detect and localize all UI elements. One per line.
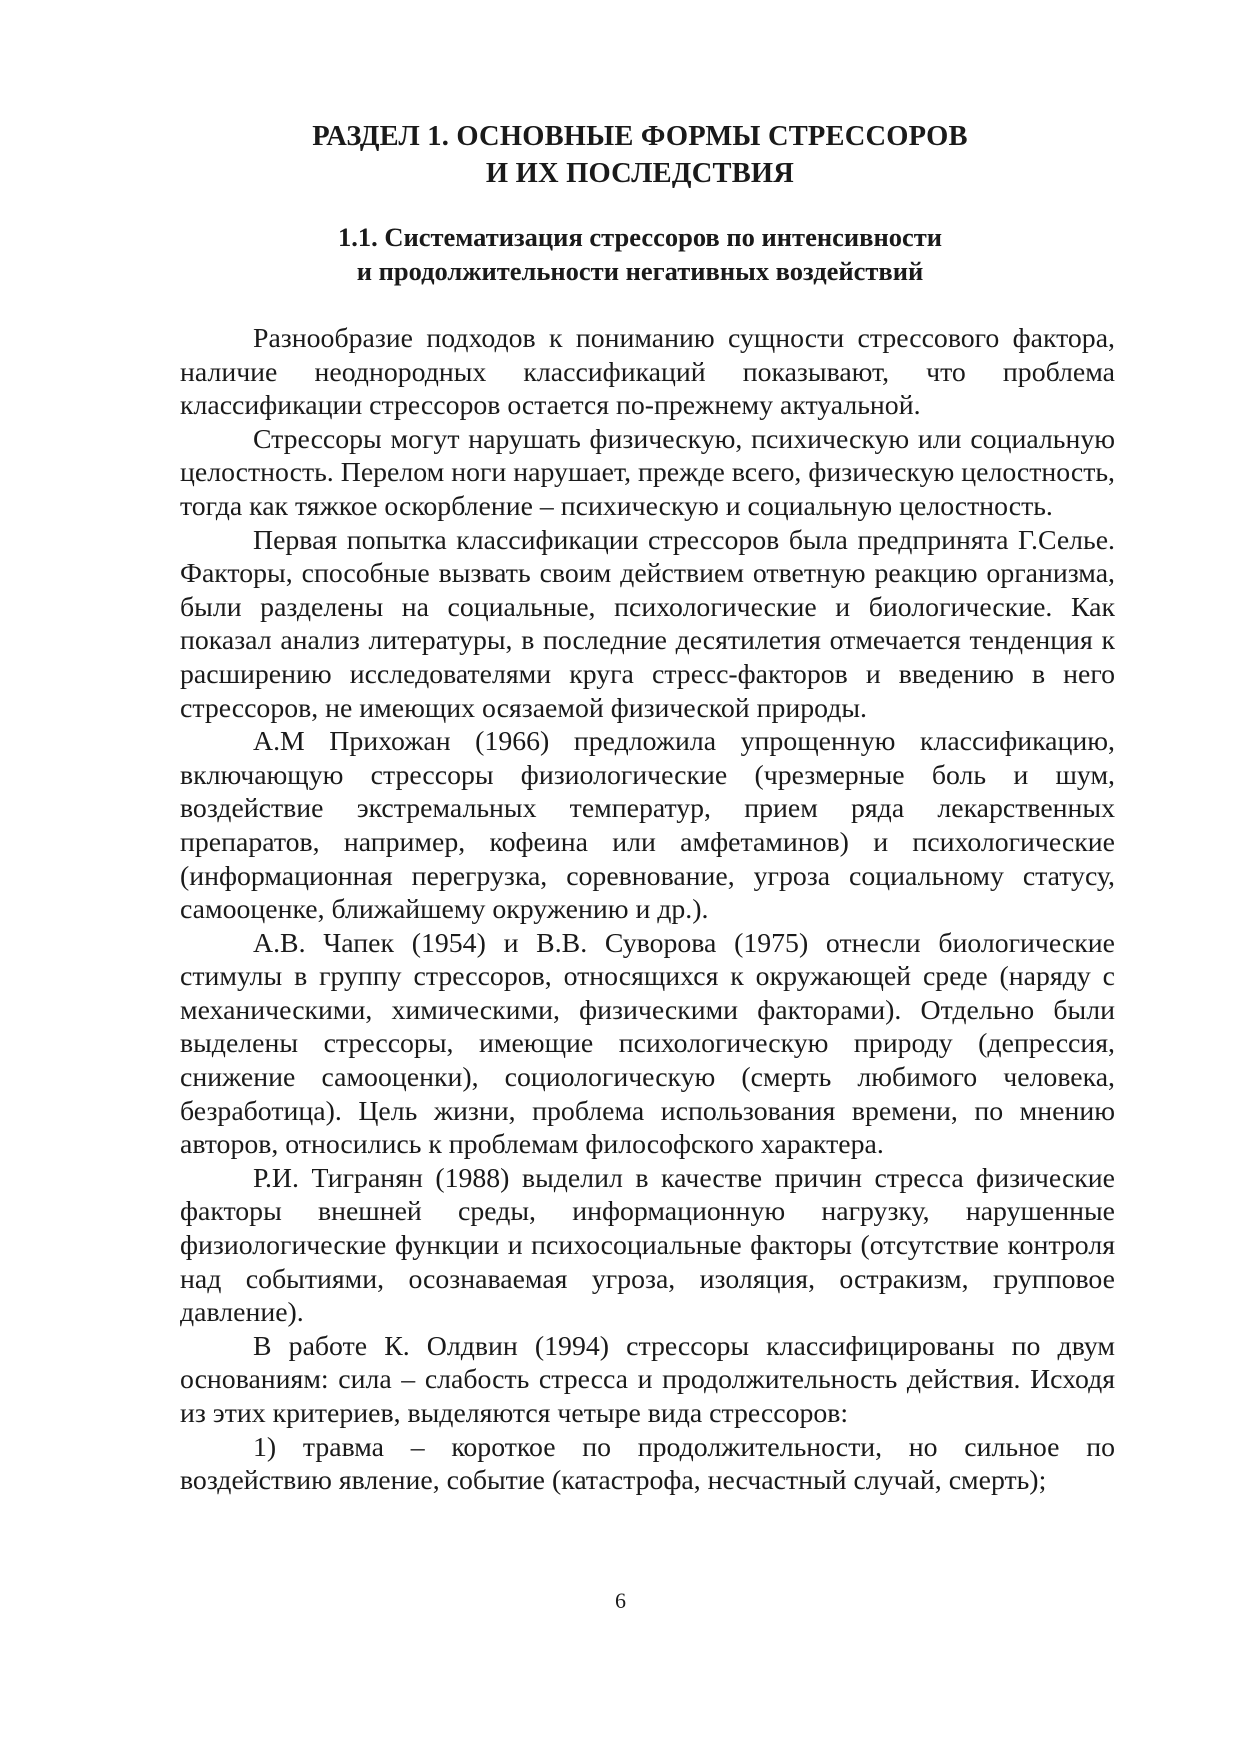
paragraph-8: 1) травма – короткое по продолжительности, но сильное по воздействию явление, событие (катастрофа, несчастный случай, смерть);	[180, 1431, 1115, 1497]
paragraph-4: А.М Прихожан (1966) предложила упрощенную классификацию, включающую стрессоры физиологические (чрезмерные боль и шум, воздействие экстремальных температур, прием ряда лекарственных препаратов, например, кофеина или амфетаминов) и психологические (информационная перегрузка, соревнование, угроза социальному статусу, самооценке, ближайшему окружению и др.).	[180, 726, 1115, 926]
subsection-title-line-2: и продолжительности негативных воздействий	[356, 256, 924, 286]
subsection-title-line-1: 1.1. Систематизация стрессоров по интенсивности	[337, 222, 943, 252]
paragraph-6: Р.И. Тигранян (1988) выделил в качестве причин стресса физические факторы внешней среды, информационную нагрузку, нарушенные физиологические функции и психосоциальные факторы (отсутствие контроля над событиями, осознаваемая угроза, изоляция, остракизм, групповое давление).	[180, 1162, 1115, 1329]
page-number: 6	[615, 1588, 626, 1613]
subsection-title	[180, 220, 1100, 288]
paragraph-3: Первая попытка классификации стрессоров была предпринята Г.Селье. Факторы, способные вызвать своим действием ответную реакцию организма, были разделены на социальные, психологические и биологические. Как показал анализ литературы, в последние десятилетия отмечается тенденция к расширению исследователями круга стресс-факторов и введению в него стрессоров, не имеющих осязаемой физической природы.	[180, 524, 1115, 724]
section-title	[180, 118, 1100, 192]
body-text	[180, 322, 1115, 1498]
section-title-line-1: РАЗДЕЛ 1. ОСНОВНЫЕ ФОРМЫ СТРЕССОРОВ	[312, 121, 968, 152]
paragraph-1: Разнообразие подходов к пониманию сущности стрессового фактора, наличие неоднородных классификаций показывают, что проблема классификации стрессоров остается по-прежнему актуальной.	[180, 323, 1115, 422]
paragraph-2: Стрессоры могут нарушать физическую, психическую или социальную целостность. Перелом ноги нарушает, прежде всего, физическую целостность, тогда как тяжкое оскорбление – психическую и социальную целостность.	[180, 423, 1115, 522]
paragraph-5: А.В. Чапек (1954) и В.В. Суворова (1975) отнесли биологические стимулы в группу стрессоров, относящихся к окружающей среде (наряду с механическими, химическими, физическими факторами). Отдельно были выделены стрессоры, имеющие психологическую природу (депрессия, снижение самооценки), социологическую (смерть любимого человека, безработица). Цель жизни, проблема использования времени, по мнению авторов, относились к проблемам философского характера.	[180, 927, 1115, 1161]
section-title-line-2: И ИХ ПОСЛЕДСТВИЯ	[485, 158, 795, 189]
paragraph-7: В работе К. Олдвин (1994) стрессоры классифицированы по двум основаниям: сила – слабость стресса и продолжительность действия. Исходя из этих критериев, выделяются четыре вида стрессоров:	[180, 1330, 1115, 1429]
